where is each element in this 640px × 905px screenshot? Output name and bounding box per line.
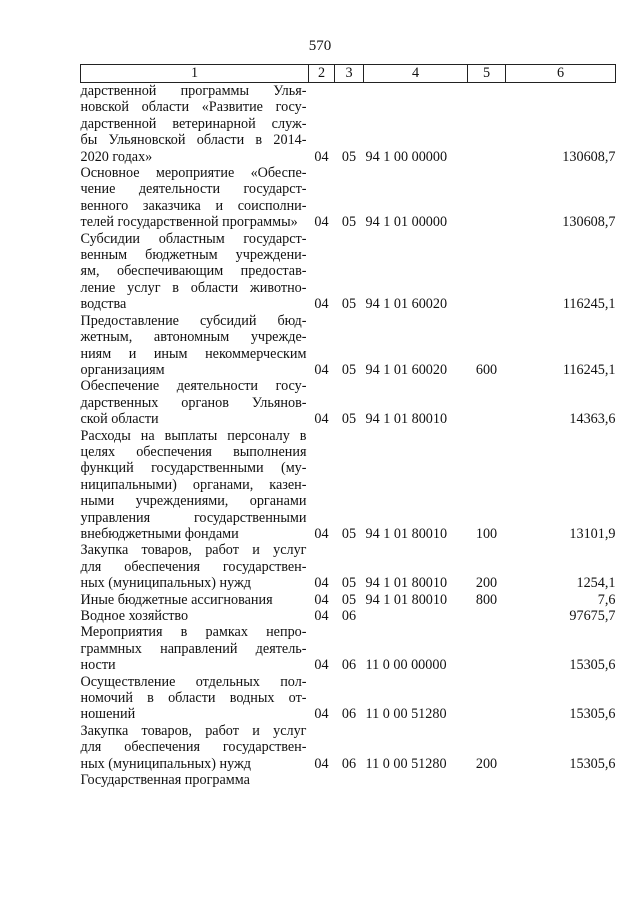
row-description xyxy=(81,83,309,166)
expense-type-code: 800 xyxy=(475,591,498,608)
row-description xyxy=(81,542,309,591)
target-article-code: 94 1 01 80010 xyxy=(365,575,448,592)
subsection-code: 05 xyxy=(341,411,357,428)
header-col-1: 1 xyxy=(81,65,309,83)
expense-type-code xyxy=(468,674,506,723)
section-code: 04 xyxy=(314,608,329,624)
description-line: ям, обеспечивающим предостав- xyxy=(80,263,307,280)
section-code: 04 xyxy=(314,214,329,231)
section-code: 04 xyxy=(314,148,329,165)
expense-type-code xyxy=(468,608,506,624)
expense-type-code xyxy=(468,378,506,427)
description-line: водства xyxy=(80,296,127,313)
target-article-code: 94 1 01 00000 xyxy=(365,214,448,231)
table-header xyxy=(81,65,616,83)
description-line: Закупка товаров, работ и услуг xyxy=(80,722,307,739)
target-article-code: 11 0 00 51280 xyxy=(365,755,447,772)
header-col-5: 5 xyxy=(468,65,506,83)
section-code: 04 xyxy=(314,411,329,428)
target-article-code xyxy=(364,608,468,624)
description-line: дарственной программы Улья- xyxy=(80,83,307,99)
table-row xyxy=(81,674,616,723)
table-row xyxy=(81,83,616,166)
row-description xyxy=(81,608,309,624)
amount: 7,6 xyxy=(597,591,616,608)
description-line: Субсидии областным государст- xyxy=(80,230,307,247)
table-row xyxy=(81,231,616,313)
table-row xyxy=(81,723,616,772)
description-line: ниям и иным некоммерческим xyxy=(80,345,307,362)
expense-type-code: 100 xyxy=(475,525,498,542)
description-line: чение деятельности государст- xyxy=(80,181,307,198)
target-article-code: 94 1 01 80010 xyxy=(365,591,448,608)
subsection-code: 06 xyxy=(341,706,357,723)
description-line: 2020 годах» xyxy=(80,148,153,165)
expense-type-code xyxy=(468,624,506,673)
description-line: Предоставление субсидий бюд- xyxy=(80,312,307,329)
subsection-code: 05 xyxy=(341,591,357,608)
description-line: дарственной ветеринарной служ- xyxy=(80,115,307,132)
description-line: внебюджетными фондами xyxy=(80,525,239,542)
description-line: ных (муниципальных) нужд xyxy=(80,755,252,772)
subsection-code: 06 xyxy=(341,755,357,772)
target-article-code: 94 1 01 80010 xyxy=(365,411,448,428)
description-line: жетным, автономным учрежде- xyxy=(80,329,307,346)
description-line: граммных направлений деятель- xyxy=(80,640,307,657)
table-body xyxy=(81,83,616,789)
subsection-code: 06 xyxy=(341,657,357,674)
description-line: ношений xyxy=(80,706,136,723)
budget-table xyxy=(80,64,616,788)
table-row xyxy=(81,542,616,591)
description-line: Расходы на выплаты персоналу в xyxy=(80,427,307,444)
row-description xyxy=(81,428,309,543)
description-line: Обеспечение деятельности госу- xyxy=(80,378,307,395)
section-code: 04 xyxy=(314,706,329,723)
expense-type-code: 200 xyxy=(475,575,498,592)
amount xyxy=(506,772,616,788)
target-article-code: 94 1 01 60020 xyxy=(365,361,448,378)
subsection-code: 05 xyxy=(341,575,357,592)
description-line: ных (муниципальных) нужд xyxy=(80,575,252,592)
table-row xyxy=(81,592,616,608)
subsection-code: 05 xyxy=(341,361,357,378)
row-description xyxy=(81,313,309,379)
target-article-code: 94 1 00 00000 xyxy=(365,148,448,165)
target-article-code: 94 1 01 80010 xyxy=(365,525,448,542)
amount: 15305,6 xyxy=(569,657,616,674)
amount: 13101,9 xyxy=(569,525,616,542)
table-row xyxy=(81,313,616,379)
row-description xyxy=(81,592,309,608)
section-code xyxy=(309,772,335,788)
row-description xyxy=(81,231,309,313)
amount: 116245,1 xyxy=(562,361,616,378)
description-line: Государственная программа xyxy=(80,772,250,789)
target-article-code xyxy=(364,772,468,788)
description-line: ление услуг в области животно- xyxy=(80,279,307,296)
amount: 130608,7 xyxy=(562,214,616,231)
header-col-2: 2 xyxy=(309,65,335,83)
subsection-code: 05 xyxy=(341,525,357,542)
row-description xyxy=(81,165,309,231)
amount: 130608,7 xyxy=(562,148,616,165)
table-row xyxy=(81,378,616,427)
row-description xyxy=(81,674,309,723)
amount: 14363,6 xyxy=(569,411,616,428)
description-line: для обеспечения государствен- xyxy=(80,739,307,756)
row-description xyxy=(81,772,309,788)
amount: 116245,1 xyxy=(562,296,616,313)
subsection-code xyxy=(335,772,364,788)
description-line: управления государственными xyxy=(80,509,307,526)
description-line: венным бюджетным учреждени- xyxy=(80,247,307,264)
expense-type-code: 200 xyxy=(475,755,498,772)
subsection-code: 05 xyxy=(341,296,357,313)
description-line: Закупка товаров, работ и услуг xyxy=(80,542,307,559)
description-line: венного заказчика и соисполни- xyxy=(80,197,307,214)
section-code: 04 xyxy=(314,361,329,378)
description-line: новской области «Развитие госу- xyxy=(80,99,307,116)
header-col-3: 3 xyxy=(335,65,364,83)
description-line: для обеспечения государствен- xyxy=(80,558,307,575)
expense-type-code: 600 xyxy=(475,361,498,378)
description-line: функций государственными (му- xyxy=(80,460,307,477)
description-line: Водное хозяйство xyxy=(80,608,189,624)
expense-type-code xyxy=(468,772,506,788)
description-line: телей государственной программы» xyxy=(80,214,298,231)
table-row xyxy=(81,772,616,788)
description-line: ской области xyxy=(80,411,159,428)
subsection-code: 05 xyxy=(341,148,357,165)
target-article-code: 11 0 00 51280 xyxy=(365,706,447,723)
description-line: целях обеспечения выполнения xyxy=(80,443,307,460)
table-row xyxy=(81,428,616,543)
target-article-code: 11 0 00 00000 xyxy=(365,657,447,674)
description-line: организациям xyxy=(80,361,165,378)
description-line: дарственных органов Ульянов- xyxy=(80,394,307,411)
row-description xyxy=(81,723,309,772)
description-line: ными учреждениями, органами xyxy=(80,493,307,510)
section-code: 04 xyxy=(314,296,329,313)
table-row xyxy=(81,608,616,624)
description-line: Основное мероприятие «Обеспе- xyxy=(80,165,307,182)
table-row xyxy=(81,165,616,231)
description-line: бы Ульяновской области в 2014- xyxy=(80,132,307,149)
description-line: ниципальными) органами, казен- xyxy=(80,476,307,493)
amount: 97675,7 xyxy=(569,608,616,624)
header-col-6: 6 xyxy=(506,65,616,83)
page-number: 570 xyxy=(308,38,332,54)
subsection-code: 06 xyxy=(341,608,357,624)
expense-type-code xyxy=(468,231,506,313)
expense-type-code xyxy=(468,83,506,166)
amount: 1254,1 xyxy=(576,575,616,592)
subsection-code: 05 xyxy=(341,214,357,231)
header-col-4: 4 xyxy=(364,65,468,83)
section-code: 04 xyxy=(314,575,329,592)
description-line: ности xyxy=(80,657,116,674)
section-code: 04 xyxy=(314,657,329,674)
description-line: номочий в области водных от- xyxy=(80,690,307,707)
target-article-code: 94 1 01 60020 xyxy=(365,296,448,313)
description-line: Мероприятия в рамках непро- xyxy=(80,624,307,641)
section-code: 04 xyxy=(314,525,329,542)
amount: 15305,6 xyxy=(569,706,616,723)
section-code: 04 xyxy=(314,591,329,608)
section-code: 04 xyxy=(314,755,329,772)
row-description xyxy=(81,378,309,427)
description-line: Иные бюджетные ассигнования xyxy=(80,591,273,608)
expense-type-code xyxy=(468,165,506,231)
description-line: Осуществление отдельных пол- xyxy=(80,673,307,690)
row-description xyxy=(81,624,309,673)
amount: 15305,6 xyxy=(569,755,616,772)
table-row xyxy=(81,624,616,673)
